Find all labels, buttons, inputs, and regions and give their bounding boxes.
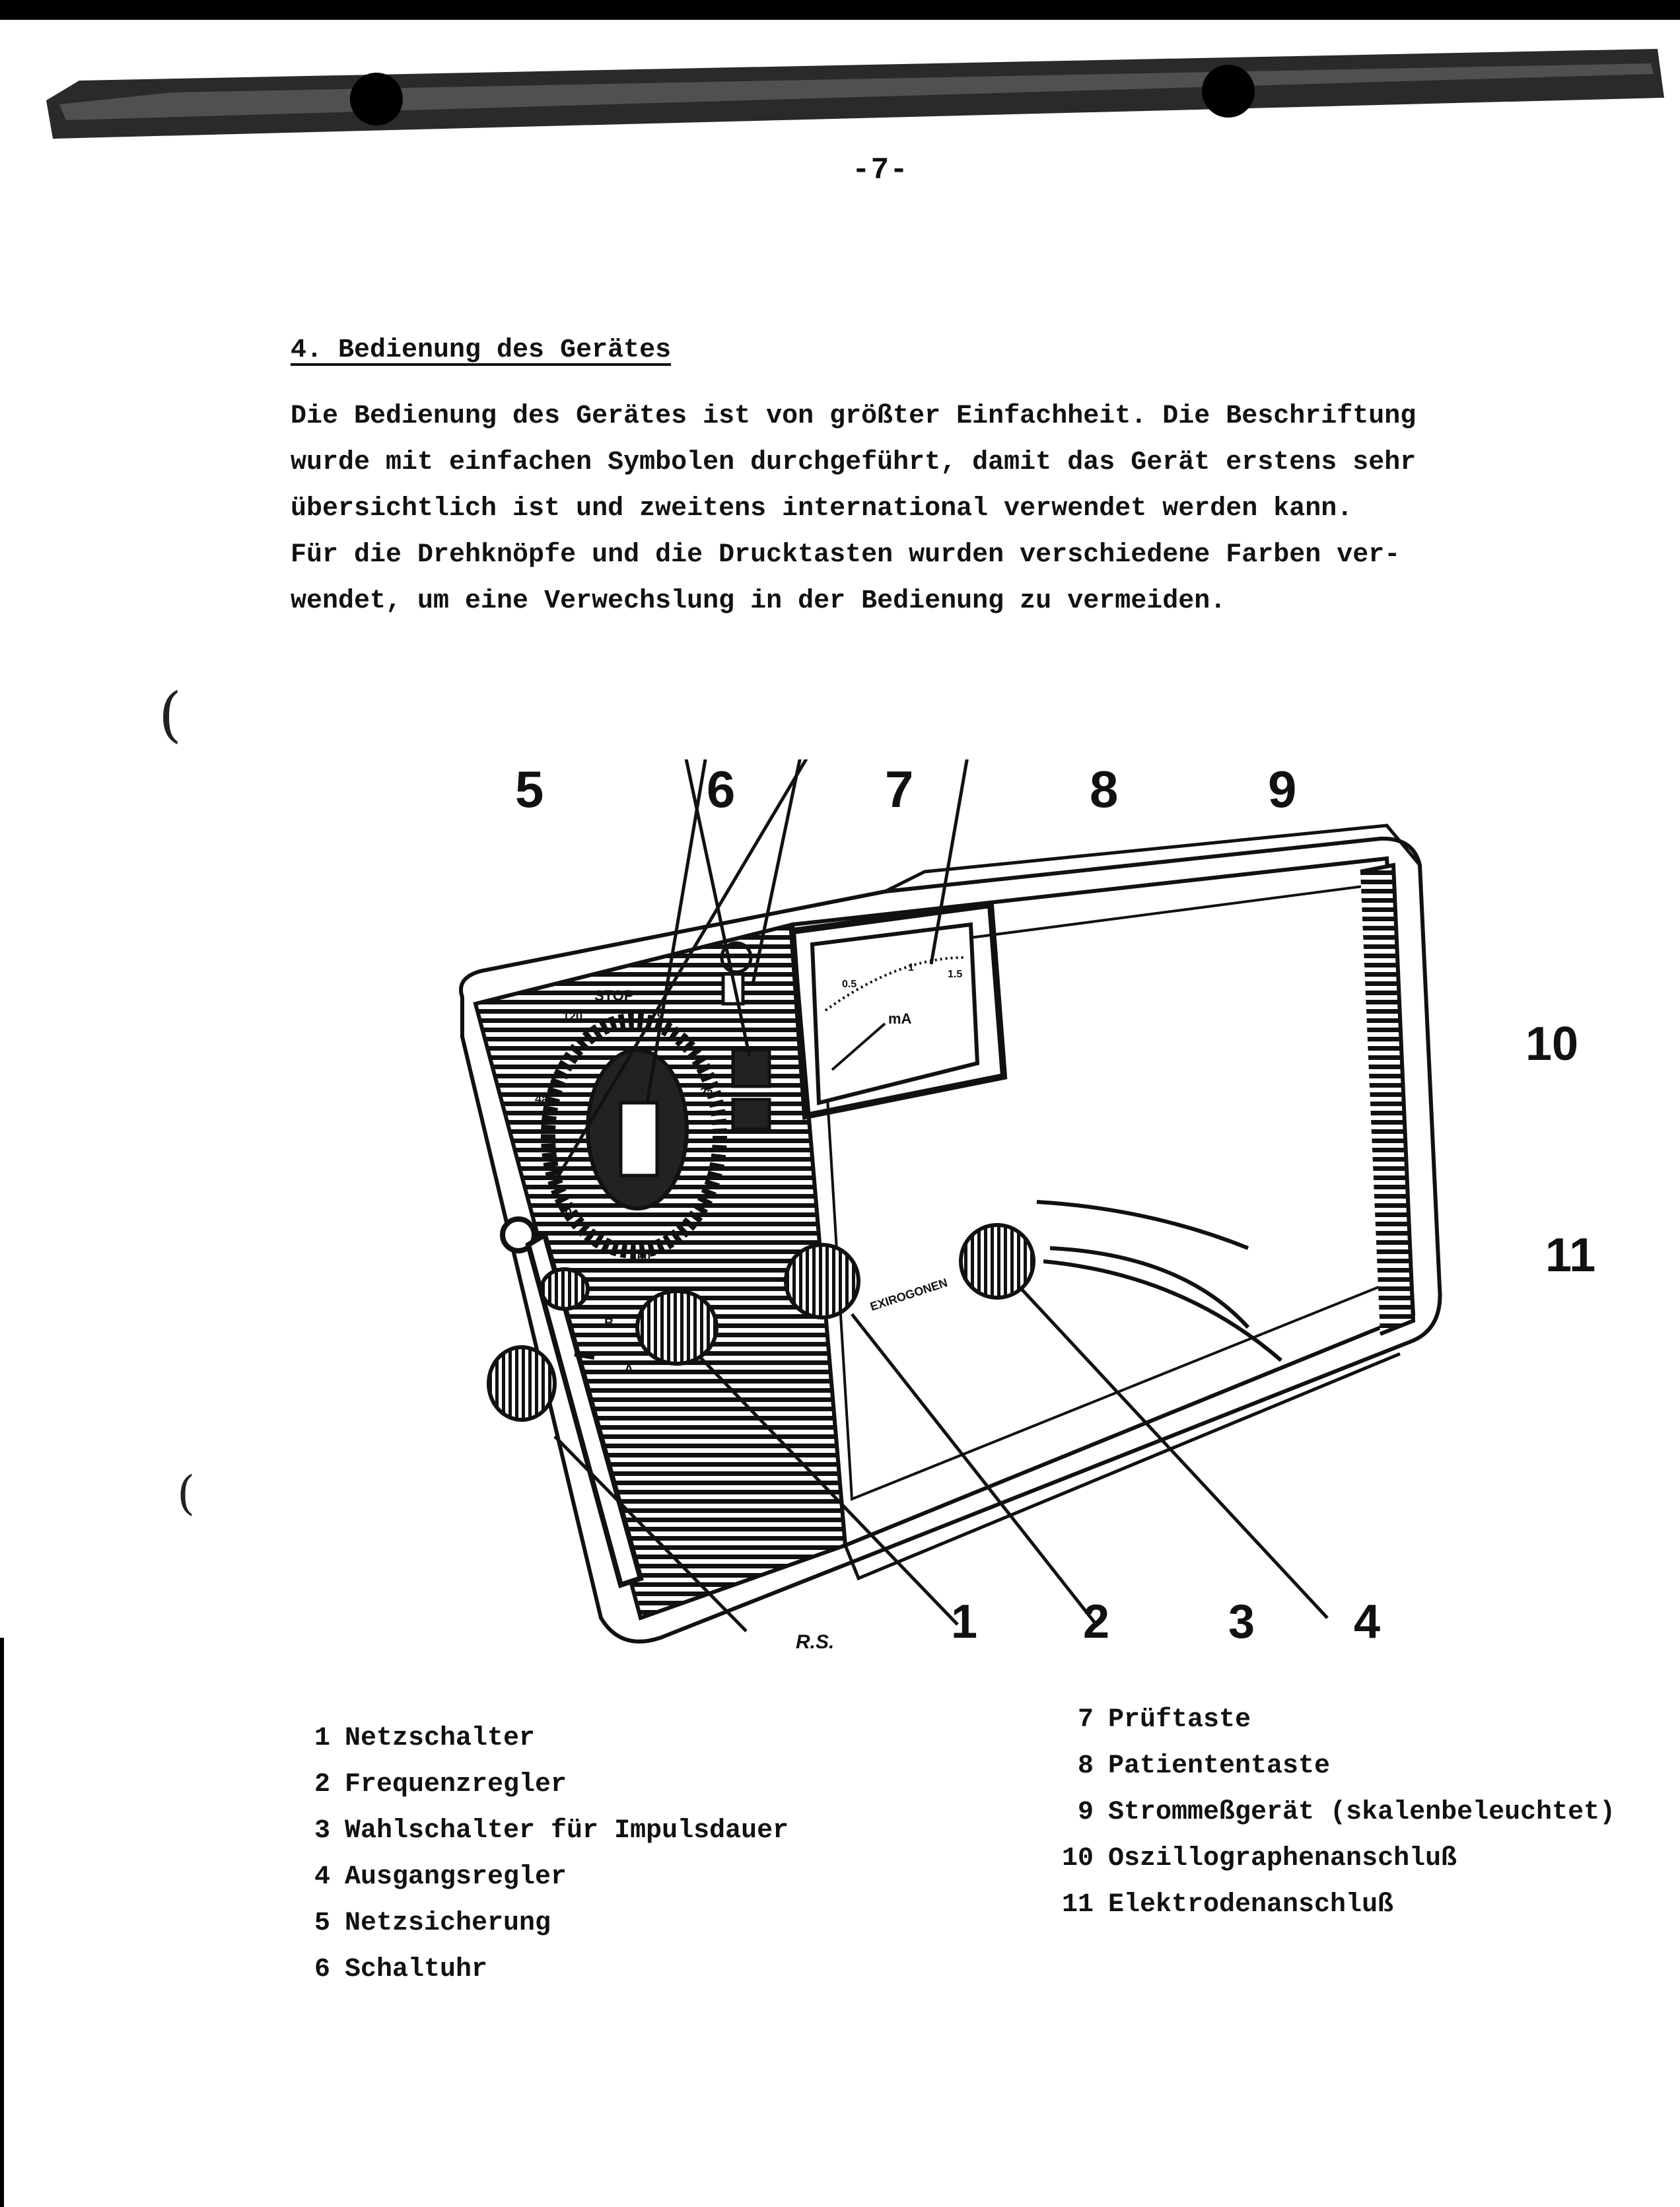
paragraph-line: übersichtlich ist und zweitens international verwendet werden kann. (291, 494, 1353, 524)
legend-number: 9 (1077, 1798, 1094, 1827)
legend-number: 5 (314, 1909, 330, 1938)
legend-label: Patiententaste (1108, 1751, 1331, 1781)
legend-label: Netzschalter (345, 1724, 536, 1753)
dial-label-stop: STOP (594, 987, 634, 1004)
section-heading: 4. Bedienung des Gerätes (291, 335, 672, 365)
meter-unit-label: mA (888, 1010, 912, 1027)
margin-bracket-mark: ( (158, 680, 182, 750)
legend-number: 7 (1077, 1705, 1094, 1735)
knob-1 (489, 1347, 555, 1420)
legend-item (293, 1762, 788, 1808)
artist-signature: R.S. (796, 1631, 835, 1653)
paragraph-line: Die Bedienung des Gerätes ist von größter Einfachheit. Die Beschriftung (291, 402, 1417, 431)
scan-top-border (0, 0, 1680, 20)
legend-label: Prüftaste (1108, 1705, 1251, 1735)
legend-right (1057, 1697, 1615, 1928)
legend-item (293, 1901, 788, 1947)
binding-strip (40, 40, 1671, 145)
knob-3 (786, 1245, 858, 1317)
meter-scale-label: 1.5 (948, 969, 963, 980)
legend-number: 6 (314, 1955, 330, 1984)
legend-item (293, 1947, 788, 1993)
legend-number: 3 (314, 1816, 330, 1846)
legend-label: Elektrodenanschluß (1108, 1890, 1394, 1920)
punch-hole (1202, 65, 1255, 118)
legend-label: Strommeßgerät (skalenbeleuchtet) (1108, 1798, 1616, 1827)
scan-left-edge (0, 1638, 4, 2207)
panel-text: EXIROGONEN (868, 1276, 950, 1314)
legend-label: Ausgangsregler (345, 1862, 567, 1892)
dial-tick-label: 1b (558, 1205, 573, 1218)
callout-9: 9 (1268, 760, 1297, 818)
legend-number: 8 (1077, 1751, 1094, 1781)
margin-bracket-mark: ( (177, 1466, 195, 1520)
dial-tick-label: 120 (563, 1010, 583, 1023)
callout-4: 4 (1354, 1595, 1381, 1648)
dial-tick-label: 2a (700, 1086, 714, 1099)
legend-label: Wahlschalter für Impulsdauer (345, 1816, 789, 1846)
page-number: -7- (852, 153, 909, 188)
legend-item (1057, 1790, 1615, 1836)
meter-scale-label: 0.5 (842, 979, 857, 990)
callout-2: 2 (1083, 1595, 1110, 1648)
legend-number: 2 (314, 1770, 330, 1800)
panel-mark: B (604, 1316, 614, 1331)
fuse-holder-5 (542, 1269, 588, 1309)
meter-scale-label: 1 (908, 962, 914, 973)
knob-2 (637, 1291, 717, 1364)
callout-7: 7 (885, 760, 914, 818)
callout-5: 5 (515, 760, 544, 818)
dial-tick-label: 8 (657, 1006, 664, 1020)
legend-number: 1 (314, 1724, 330, 1753)
legend-label: Oszillographenanschluß (1108, 1844, 1457, 1874)
callout-10: 10 (1525, 1018, 1579, 1070)
legend-item (293, 1716, 788, 1762)
legend-item (1057, 1743, 1615, 1790)
callout-8: 8 (1090, 760, 1119, 818)
legend-item (1057, 1836, 1615, 1882)
legend-number: 10 (1061, 1844, 1094, 1874)
legend-item (1057, 1697, 1615, 1743)
legend-number: 4 (314, 1862, 330, 1892)
legend-left (293, 1716, 788, 1993)
device-illustration (423, 759, 1638, 1671)
callout-11: 11 (1545, 1229, 1596, 1282)
top-callouts (515, 759, 1374, 832)
section-paragraph (291, 394, 1558, 625)
legend-label: Schaltuhr (345, 1955, 488, 1984)
callout-1: 1 (951, 1595, 978, 1648)
punch-hole (350, 73, 403, 125)
dial-tick-label: 60 (637, 1251, 651, 1264)
legend-number: 11 (1061, 1890, 1094, 1920)
legend-item (293, 1808, 788, 1854)
paragraph-line: wendet, um eine Verwechslung in der Bedienung zu vermeiden. (291, 586, 1226, 616)
legend-label: Frequenzregler (345, 1770, 567, 1800)
legend-item (293, 1854, 788, 1901)
panel-mark: A (624, 1362, 634, 1377)
paragraph-line: Für die Drehknöpfe und die Drucktasten wurden verschiedene Farben ver- (291, 540, 1401, 570)
paragraph-line: wurde mit einfachen Symbolen durchgeführt, damit das Gerät erstens sehr (291, 448, 1417, 477)
callout-6: 6 (707, 760, 736, 818)
legend-item (1057, 1882, 1615, 1928)
dial-tick-label: 4a (535, 1092, 549, 1105)
knob-4 (961, 1225, 1033, 1298)
callout-3: 3 (1228, 1595, 1255, 1648)
legend-label: Netzsicherung (345, 1909, 551, 1938)
